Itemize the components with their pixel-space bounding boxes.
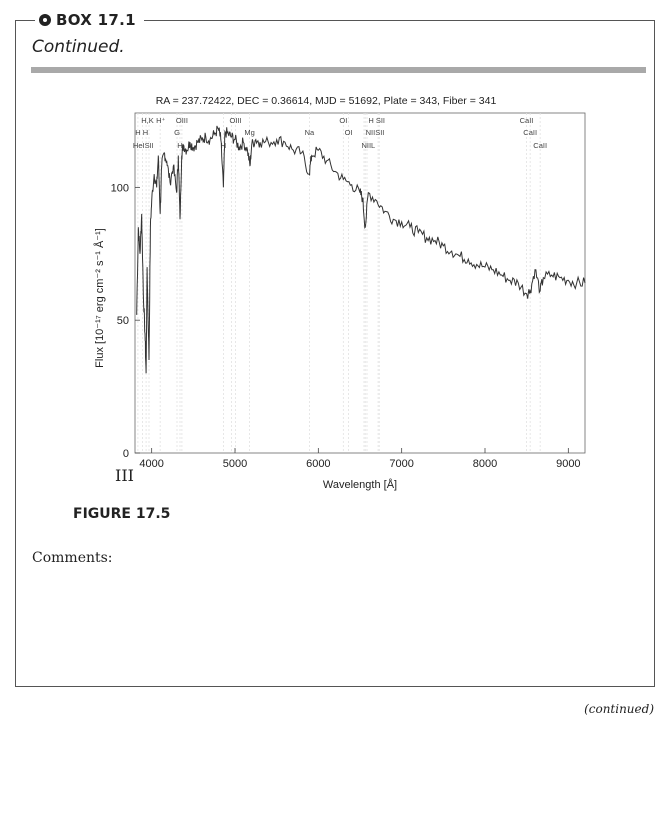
continued-footer: (continued)	[584, 702, 654, 716]
line-annotation: Mg	[244, 128, 255, 137]
y-tick-label: 50	[116, 315, 129, 328]
line-annotation: OI	[344, 128, 353, 137]
header-rule	[15, 20, 35, 21]
line-annotation: OIII	[175, 116, 188, 125]
figure-label: FIGURE 17.5	[73, 506, 171, 522]
line-annotations	[133, 116, 547, 150]
line-annotation: OIII	[229, 116, 242, 125]
line-annotation: OI	[339, 116, 348, 125]
line-annotation: CaII	[519, 116, 534, 125]
plot-area	[132, 113, 585, 453]
line-annotation: NIIL	[361, 141, 376, 150]
line-annotation: NIISII	[365, 128, 385, 137]
x-tick-label: 7000	[389, 458, 414, 470]
section-divider	[31, 67, 646, 73]
line-annotation: CaII	[523, 128, 538, 137]
line-annotation: H,K	[141, 116, 154, 125]
x-tick-label: 6000	[306, 458, 331, 470]
line-annotation: G	[174, 128, 180, 137]
x-tick-label: 4000	[139, 458, 164, 470]
line-annotation: H H	[135, 128, 149, 137]
line-annotation: H SII	[368, 116, 386, 125]
line-annotation: CaII	[533, 141, 548, 150]
continued-heading: Continued.	[32, 37, 125, 57]
x-tick-label: 9000	[556, 458, 581, 470]
line-annotation: H	[177, 141, 183, 150]
line-annotation: H	[220, 141, 227, 150]
spectrum-line	[137, 126, 585, 373]
line-annotation: Na	[304, 128, 315, 137]
y-tick-label: 100	[110, 182, 129, 195]
chart-title: RA = 237.72422, DEC = 0.36614, MJD = 51692, Plate = 343, Fiber = 341	[155, 95, 497, 107]
chart-svg	[0, 88, 669, 508]
line-markers	[138, 113, 540, 453]
y-tick-label: 0	[122, 448, 129, 460]
line-annotation: H⁺	[156, 116, 166, 125]
line-annotation: HeISII	[132, 141, 154, 150]
x-tick-label: 5000	[222, 458, 248, 470]
box-title: BOX 17.1	[56, 11, 136, 29]
y-axis-label: Flux [10⁻¹⁷ erg cm⁻² s⁻¹ Å⁻¹]	[94, 228, 106, 368]
comments-label: Comments:	[32, 550, 113, 566]
spectrum-chart	[0, 88, 669, 508]
figure-marker: III	[115, 466, 134, 485]
bullet-icon	[39, 14, 51, 26]
chart-axes	[111, 182, 581, 470]
x-axis-label: Wavelength [Å]	[322, 479, 398, 491]
box-header	[15, 8, 136, 32]
x-tick-label: 8000	[472, 458, 498, 470]
